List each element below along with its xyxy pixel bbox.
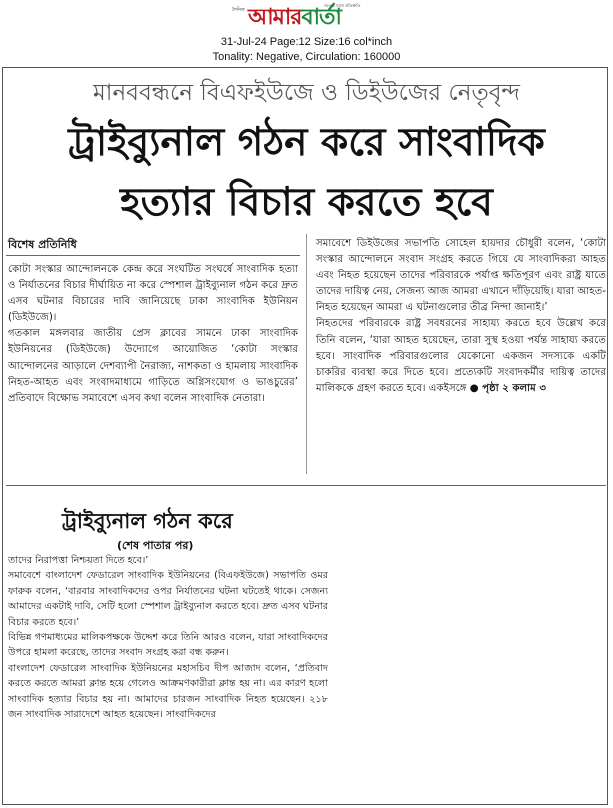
continuation-heading: ট্রাইব্যুনাল গঠন করে: [62, 509, 233, 533]
clipping-meta-line-1: 31-Jul-24 Page:12 Size:16 col*inch: [220, 36, 393, 48]
article-right-column: [316, 236, 606, 397]
section-divider: [6, 485, 606, 486]
paragraph: [316, 316, 606, 396]
paragraph: সমাবেশে ডিইউজের সভাপতি সোহেল হায়দার চৌধুরী বলেন, ‘কোটা সংস্কার আন্দোলনে সংবাদ সংগ্রহ করতে গিয়ে যে সাংবাদিকরা আহত এবং নিহত হয়েছেন তাদের পরিবারকে পর্যাপ্ত ক্ষতিপূরণ এবং রাষ্ট্র যাতে তাদের দায়িত্ব নেয়, সেজন্য আজ আমরা এখানে দাঁড়িয়েছি। যারা আহত-নিহত হয়েছেন আমরা এ ঘটনাগুলোর তীব্র নিন্দা জানাই।’: [316, 238, 606, 314]
paragraph: গতকাল মঙ্গলবার জাতীয় প্রেস ক্লাবের সামনে ঢাকা সাংবাদিক ইউনিয়নের (ডিইউজে) উদ্যোগে আয়োজিত ‘কোটা সংস্কার আন্দোলনের আড়ালে দেশব্যাপী নৈরাজ্য, নাশকতা ও হামলায় সাংবাদিক নিহত-আহত এবং সংবাদমাধ্যমে গাড়িতে অগ্নিসংযোগ ও ভাঙচুরের’ প্রতিবাদে বিক্ষোভ সমাবেশে এসব কথা বলেন সাংবাদিক নেতারা।: [8, 328, 298, 404]
byline: বিশেষ প্রতিনিধি: [8, 238, 77, 251]
paragraph: বাংলাদেশ ফেডারেল সাংবাদিক ইউনিয়নের মহাসচিব দীপ আজাদ বলেন, ‘প্রতিবাদ করতে করতে আমরা ক্লান্ত হয়ে গেলেও আক্রমণকারীরা ক্লান্ত হয় না। এর কারণ হলো সাংবাদিক হত্যার বিচার হয় না। আমাদের চারজন সাংবাদিক নিহত হয়েছেন। ২১৮ জন সাংবাদিক সারাদেশে আহত হয়েছেন। সাংবাদিকদের: [8, 662, 328, 721]
continuation-note: (শেষ পাতার পর): [117, 539, 194, 552]
jump-marker: ● পৃষ্ঠা ২ কলাম ৩: [469, 382, 546, 394]
logo-part-1: আমার: [248, 5, 302, 30]
headline-line-2: হত্যার বিচার করতে হবে: [120, 180, 493, 225]
logo-prefix: দৈনিক: [232, 7, 245, 13]
paragraph: তাদের নিরাপত্তা নিশ্চয়তা দিতে হবে।’: [8, 555, 149, 566]
headline-line-1: ট্রাইব্যুনাল গঠন করে সাংবাদিক: [68, 120, 545, 165]
article-kicker: মানববন্ধনে বিএফইউজে ও ডিইউজের নেতৃবৃন্দ: [93, 80, 520, 106]
jump-text: পৃষ্ঠা ২ কলাম ৩: [482, 382, 546, 394]
newspaper-logo: [232, 3, 382, 33]
masthead: [0, 0, 613, 34]
paragraph-text: নিহতদের পরিবারকে রাষ্ট্র সবধরনের সাহায্য করতে হবে উল্লেখ করে তিনি বলেন, ‘যারা আহত হয়েছেন, তারা সুস্থ হওয়া পর্যন্ত সাহায্য করতে হবে। সাংবাদিক পরিবারগুলোর যেকোনো একজন সদস্যকে একটি চাকরির ব্যবস্থা করে দিতে হবে। প্রত্যেকটি সংবাদকর্মীর দায়িত্ব তাদের মালিককে গ্রহণ করতে হবে। একইসঙ্গে: [316, 318, 606, 394]
clipping-meta-line-2: Tonality: Negative, Circulation: 160000: [212, 51, 401, 63]
paragraph: সমাবেশে বাংলাদেশ ফেডারেল সাংবাদিক ইউনিয়নের (বিএফইউজে) সভাপতি ওমর ফারুক বলেন, ‘বারবার সাংবাদিকদের ওপর নির্যাতনের ঘটনা ঘটতেই থাকে। সেজন্য আমাদের একটাই দাবি, সেটি হলো স্পেশাল ট্রাইব্যুনাল করতে হবে। দ্রুত এসব ঘটনার বিচার করতে হবে।’: [8, 570, 328, 628]
continuation-body: [8, 553, 328, 722]
logo-part-2: বার্তা: [301, 5, 341, 30]
byline-divider: [6, 255, 300, 256]
column-divider: [306, 234, 307, 474]
paragraph: কোটা সংস্কার আন্দোলনকে কেন্দ্র করে সংঘটিত সংঘর্ষে সাংবাদিক হত্যা ও নির্যাতনের বিচার দীর্ঘায়িত না করে স্পেশাল ট্রাইব্যুনাল গঠন করে দ্রুত এসব ঘটনার বিচারের দাবি জানিয়েছে ঢাকা সাংবাদিক ইউনিয়ন (ডিইউজে)।: [8, 264, 298, 324]
logo-tagline: সত্যের সাথে প্রতিশ্রুতি: [324, 3, 361, 8]
paragraph: বিভিন্ন গণমাধ্যমের মালিকপক্ষকে উদ্দেশ করে তিনি আরও বলেন, যারা সাংবাদিকদের উপরে হামলা করেছে, তাদের সংবাদ সংগ্রহ করা বন্ধ করুন।: [8, 632, 328, 659]
article-left-column: [8, 262, 298, 407]
